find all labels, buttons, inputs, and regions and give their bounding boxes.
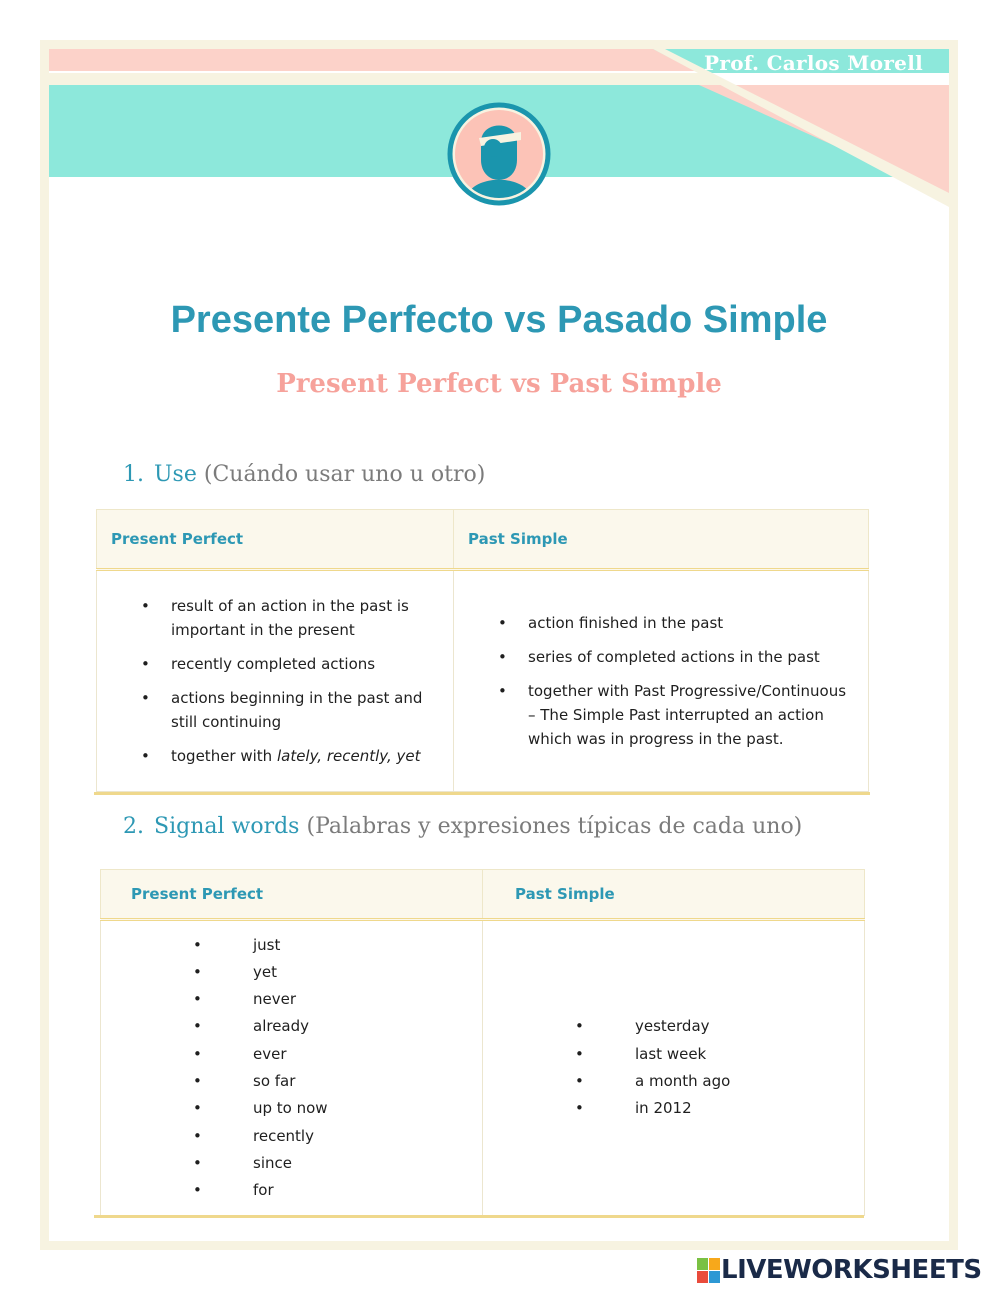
list-item: • result of an action in the past is important in the present xyxy=(97,594,453,642)
list-item: • together with Past Progressive/Continuous – The Simple Past interrupted an action which was in progress in the past. xyxy=(454,679,868,751)
list-item-text: together with xyxy=(171,747,277,765)
page-subtitle: Present Perfect vs Past Simple xyxy=(276,369,722,399)
present-perfect-uses xyxy=(97,570,454,792)
list-item: • recently xyxy=(101,1123,482,1150)
section-heading-use xyxy=(123,462,485,487)
list-item: • last week xyxy=(483,1041,864,1068)
logo-text: LIVEWORKSHEETS xyxy=(721,1255,982,1285)
section-note: (Palabras y expresiones típicas de cada uno) xyxy=(306,814,803,839)
table-bottom-rule xyxy=(94,1215,864,1218)
signal-words-table xyxy=(100,869,865,1216)
list-item xyxy=(97,744,453,768)
column-header-present-perfect: Present Perfect xyxy=(101,870,483,920)
section-number: 1. xyxy=(123,462,144,487)
list-item: • yet xyxy=(101,959,482,986)
user-avatar-icon xyxy=(447,102,551,206)
section-title: Use xyxy=(154,462,197,487)
list-item: • in 2012 xyxy=(483,1095,864,1122)
list-item: • already xyxy=(101,1013,482,1040)
list-item: • recently completed actions xyxy=(97,652,453,676)
use-table xyxy=(96,509,869,792)
list-item: • just xyxy=(101,932,482,959)
past-simple-uses xyxy=(454,570,869,792)
list-item-italic: lately, recently, yet xyxy=(276,747,421,765)
list-item: • action finished in the past xyxy=(454,611,868,635)
column-header-present-perfect: Present Perfect xyxy=(97,510,454,570)
column-header-past-simple: Past Simple xyxy=(483,870,865,920)
liveworksheets-logo-icon xyxy=(697,1258,721,1284)
list-item: • so far xyxy=(101,1068,482,1095)
section-number: 2. xyxy=(123,814,144,839)
section-heading-signal-words xyxy=(123,814,802,839)
list-item: • yesterday xyxy=(483,1013,864,1040)
table-bottom-rule xyxy=(94,792,870,795)
page-title: Presente Perfecto vs Pasado Simple xyxy=(170,299,828,341)
list-item: • a month ago xyxy=(483,1068,864,1095)
list-item: • actions beginning in the past and still continuing xyxy=(97,686,453,734)
past-simple-signal-words xyxy=(483,920,865,1216)
author-name: Prof. Carlos Morell xyxy=(704,51,923,75)
list-item: • series of completed actions in the past xyxy=(454,645,868,669)
list-item: • since xyxy=(101,1150,482,1177)
column-header-past-simple: Past Simple xyxy=(454,510,869,570)
list-item: • for xyxy=(101,1177,482,1204)
present-perfect-signal-words xyxy=(101,920,483,1216)
worksheet-page xyxy=(49,49,949,1241)
list-item: • up to now xyxy=(101,1095,482,1122)
section-title: Signal words xyxy=(154,814,300,839)
list-item: • ever xyxy=(101,1041,482,1068)
section-note: (Cuándo usar uno u otro) xyxy=(203,462,486,487)
list-item: • never xyxy=(101,986,482,1013)
